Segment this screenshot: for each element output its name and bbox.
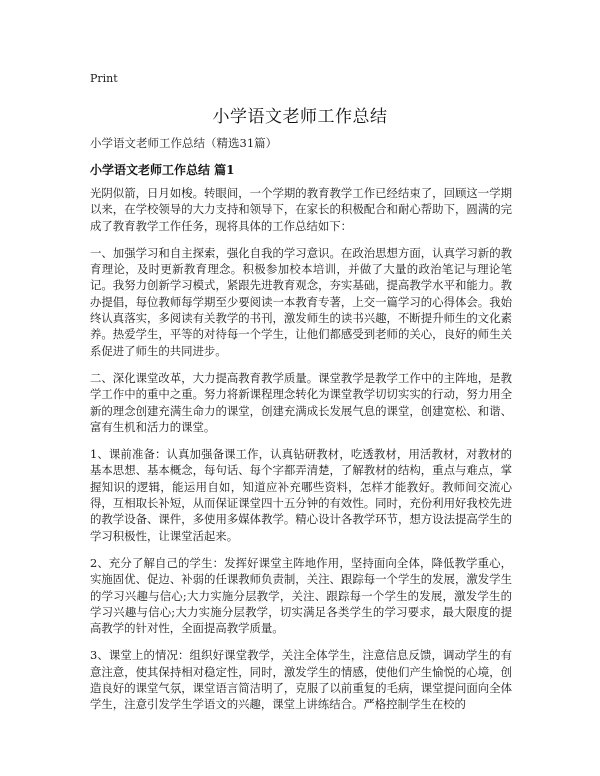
- document-body: [90, 185, 512, 724]
- paragraph-item-3: 3、课堂上的情况：组织好课堂教学，关注全体学生，注意信息反馈，调动学生的有意注意，使其保持相对稳定性，同时，激发学生的情感，使他们产生愉悦的心境，创造良好的课堂气氛，课堂语言简洁明了，克服了以前重复的毛病，课堂提问面向全体学生，注意引发学生学语文的兴趣，课堂上讲练结合。严格控制学生在校的: [90, 648, 512, 712]
- document-subtitle: 小学语文老师工作总结（精选31篇）: [90, 136, 278, 150]
- paragraph-intro: 光阴似箭，日月如梭。转眼间，一个学期的教育教学工作已经结束了，回顾这一学期以来，在学校领导的大力支持和领导下，在家长的积极配合和耐心帮助下，圆满的完成了教育教学工作任务，现将具体的工作总结如下：: [90, 186, 512, 233]
- paragraph-item-1: 1、课前准备：认真加强备课工作，认真钻研教材，吃透教材，用活教材，对教材的基本思想、基本概念，每句话、每个字都弄清楚，了解教材的结构，重点与难点，掌握知识的逻辑，能运用自如，知道应补充哪些资料，怎样才能教好。教师间交流心得，互相取长补短，从而保证课堂四十五分钟的有效性。同时，充份利用好我校先进的教学设备、课件，多使用多媒体教学。精心设计各教学环节，想方设法提高学生的学习积极性，让课堂活起来。: [90, 447, 512, 543]
- paragraph-section-2: 二、深化课堂改革，大力提高教育教学质量。课堂教学是教学工作中的主阵地，是教学工作中的重中之重。努力将新课程理念转化为课堂教学切切实实的行动，努力用全新的理念创建充满生命力的课堂，创建充满成长发展气息的课堂，创建宽松、和谐、富有生机和活力的课堂。: [90, 370, 512, 434]
- section-heading: 小学语文老师工作总结 篇1: [90, 163, 235, 177]
- paragraph-item-2: 2、充分了解自己的学生：发挥好课堂主阵地作用，坚持面向全体，降低教学重心，实施固优、促边、补弱的任课教师负责制，关注、跟踪每一个学生的发展，激发学生的学习兴趣与信心;大力实施分层教学，关注、跟踪每一个学生的发展，激发学生的学习兴趣与信心;大力实施分层教学，切实满足各类学生的学习要求，最大限度的提高教学的针对性，全面提高教学质量。: [90, 555, 512, 636]
- print-label[interactable]: Print: [90, 72, 118, 85]
- document-title: 小学语文老师工作总结: [212, 107, 388, 127]
- paragraph-section-1: 一、加强学习和自主探索，强化自我的学习意识。在政治思想方面，认真学习新的教育理论，及时更新教育理念。积极参加校本培训，并做了大量的政治笔记与理论笔记。我努力创新学习模式，紧跟先进教育观念，夯实基础，提高教学水平和能力。教办提倡，每位教师每学期至少要阅读一本教育专著，上交一篇学习的心得体会。我始终认真落实，多阅读有关教学的书刊，激发师生的读书兴趣，不断提升师生的文化素养。热爱学生，平等的对待每一个学生，让他们都感受到老师的关心，良好的师生关系促进了师生的共同进步。: [90, 245, 512, 358]
